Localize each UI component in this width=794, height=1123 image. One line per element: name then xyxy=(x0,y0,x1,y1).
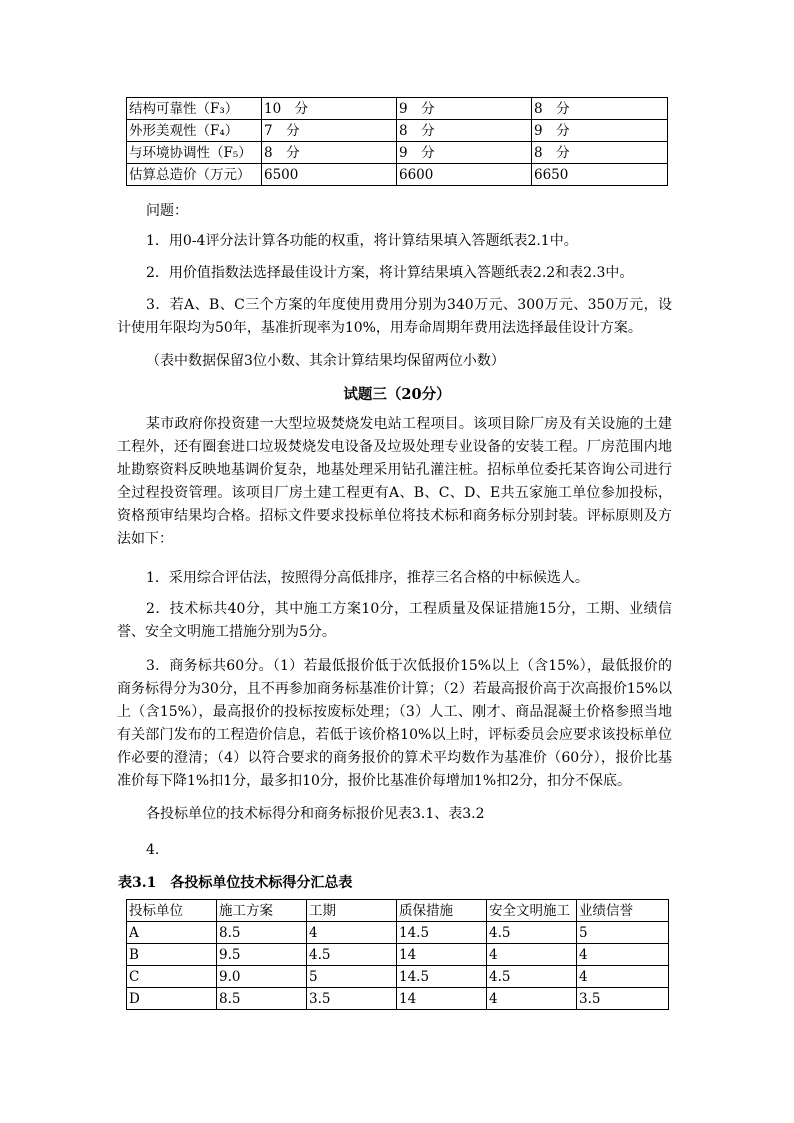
technical-score-table-body xyxy=(127,922,669,1010)
table-row xyxy=(127,164,668,186)
table-cell: 4.5 xyxy=(487,966,577,988)
table-cell: 8 分 xyxy=(532,142,668,164)
table-cell: 9 分 xyxy=(532,120,668,142)
question-2: 2．用价值指数法选择最佳设计方案，将计算结果填入答题纸表2.2和表2.3中。 xyxy=(146,265,634,281)
table-row xyxy=(127,944,669,966)
closing-line: 各投标单位的技术标得分和商务标报价见表3.1、表3.2 xyxy=(146,806,485,822)
table-cell: 4 xyxy=(487,944,577,966)
table-cell: A xyxy=(127,922,217,944)
table-row xyxy=(127,142,668,164)
column-header: 业绩信誉 xyxy=(577,900,669,922)
questions-heading: 问题： xyxy=(146,203,188,219)
table-cell: 14.5 xyxy=(397,966,487,988)
rounding-note: （表中数据保留3位小数、其余计算结果均保留两位小数） xyxy=(146,353,505,369)
table-cell: 8 分 xyxy=(262,142,397,164)
table-cell: 4.5 xyxy=(487,922,577,944)
table-cell: D xyxy=(127,988,217,1010)
question-3: 3．若A、B、C三个方案的年度使用费用分别为340万元、300万元、350万元，设计使用年限均为50年，基准折现率为10%，用寿命周期年费用法选择最佳设计方案。 xyxy=(117,297,672,336)
table-cell: 与环境协调性（F₅） xyxy=(127,142,262,164)
table-cell: 4 xyxy=(577,944,669,966)
table-cell: 14.5 xyxy=(397,922,487,944)
column-header: 安全文明施工 xyxy=(487,900,577,922)
table-cell: 外形美观性（F₄） xyxy=(127,120,262,142)
rule-2: 2．技术标共40分，其中施工方案10分，工程质量及保证措施15分，工期、业绩信誉、安全文明施工措施分别为5分。 xyxy=(117,601,672,640)
table-row xyxy=(127,98,668,120)
column-header: 施工方案 xyxy=(217,900,307,922)
table-cell: 6600 xyxy=(397,164,532,186)
technical-score-table xyxy=(126,899,669,1010)
item-4: 4. xyxy=(146,842,160,858)
table-caption: 表3.1 各投标单位技术标得分汇总表 xyxy=(118,875,353,891)
table-cell: 结构可靠性（F₃） xyxy=(127,98,262,120)
section-intro: 某市政府你投资建一大型垃圾焚烧发电站工程项目。该项目除厂房及有关设施的土建工程外，还有圈套进口垃圾焚烧发电设备及垃圾处理专业设备的安装工程。厂房范围内地址勘察资料反映地基调价复杂，地基处理采用钻孔灌注桩。招标单位委托某咨询公司进行全过程投资管理。该项目厂房土建工程更有A、B、C、D、E共五家施工单位参加投标，资格预审结果均合格。招标文件要求投标单位将技术标和商务标分别封装。评标原则及方法如下： xyxy=(117,416,672,547)
function-score-table xyxy=(126,97,668,186)
table-cell: 估算总造价（万元） xyxy=(127,164,262,186)
rule-3: 3．商务标共60分。（1）若最低报价低于次低报价15%以上（含15%），最低报价的商务标得分为30分，且不再参加商务标基准价计算；（2）若最高报价高于次高报价15%以上（含15%），最高报价的投标按废标处理；（3）人工、刚才、商品混凝土价格参照当地有关部门发布的工程造价信息，若低于该价格10%以上时，评标委员会应要求该投标单位作必要的澄清；（4）以符合要求的商务报价的算术平均数作为基准价（60分），报价比基准价每下降1%扣1分，最多扣10分，报价比基准价每增加1%扣2分，扣分不保底。 xyxy=(117,658,672,789)
table-cell: 3.5 xyxy=(577,988,669,1010)
table-cell: 4.5 xyxy=(307,944,397,966)
table-cell: 14 xyxy=(397,988,487,1010)
table-cell: 8.5 xyxy=(217,922,307,944)
table-cell: 4 xyxy=(577,966,669,988)
table-cell: 9.5 xyxy=(217,944,307,966)
table-cell: 4 xyxy=(487,988,577,1010)
table-cell: 5 xyxy=(577,922,669,944)
rule-1: 1．采用综合评估法，按照得分高低排序，推荐三名合格的中标候选人。 xyxy=(146,570,589,586)
table-cell: C xyxy=(127,966,217,988)
table-cell: 8 分 xyxy=(532,98,668,120)
header-row xyxy=(127,900,669,922)
question-1: 1．用0-4评分法计算各功能的权重，将计算结果填入答题纸表2.1中。 xyxy=(146,233,578,249)
section-title: 试题三（20分） xyxy=(343,386,451,403)
function-score-table-body xyxy=(127,98,668,186)
column-header: 质保措施 xyxy=(397,900,487,922)
table-cell: 6500 xyxy=(262,164,397,186)
table-cell: 9.0 xyxy=(217,966,307,988)
table-cell: B xyxy=(127,944,217,966)
table-cell: 7 分 xyxy=(262,120,397,142)
table-cell: 4 xyxy=(307,922,397,944)
table-row xyxy=(127,988,669,1010)
table-cell: 14 xyxy=(397,944,487,966)
table-row xyxy=(127,922,669,944)
table-cell: 9 分 xyxy=(397,98,532,120)
table-cell: 8 分 xyxy=(397,120,532,142)
table-cell: 8.5 xyxy=(217,988,307,1010)
table-row xyxy=(127,966,669,988)
table-row xyxy=(127,120,668,142)
column-header: 工期 xyxy=(307,900,397,922)
table-cell: 3.5 xyxy=(307,988,397,1010)
column-header: 投标单位 xyxy=(127,900,217,922)
table-cell: 10 分 xyxy=(262,98,397,120)
table-cell: 6650 xyxy=(532,164,668,186)
table-cell: 5 xyxy=(307,966,397,988)
table-cell: 9 分 xyxy=(397,142,532,164)
technical-score-table-head xyxy=(127,900,669,922)
